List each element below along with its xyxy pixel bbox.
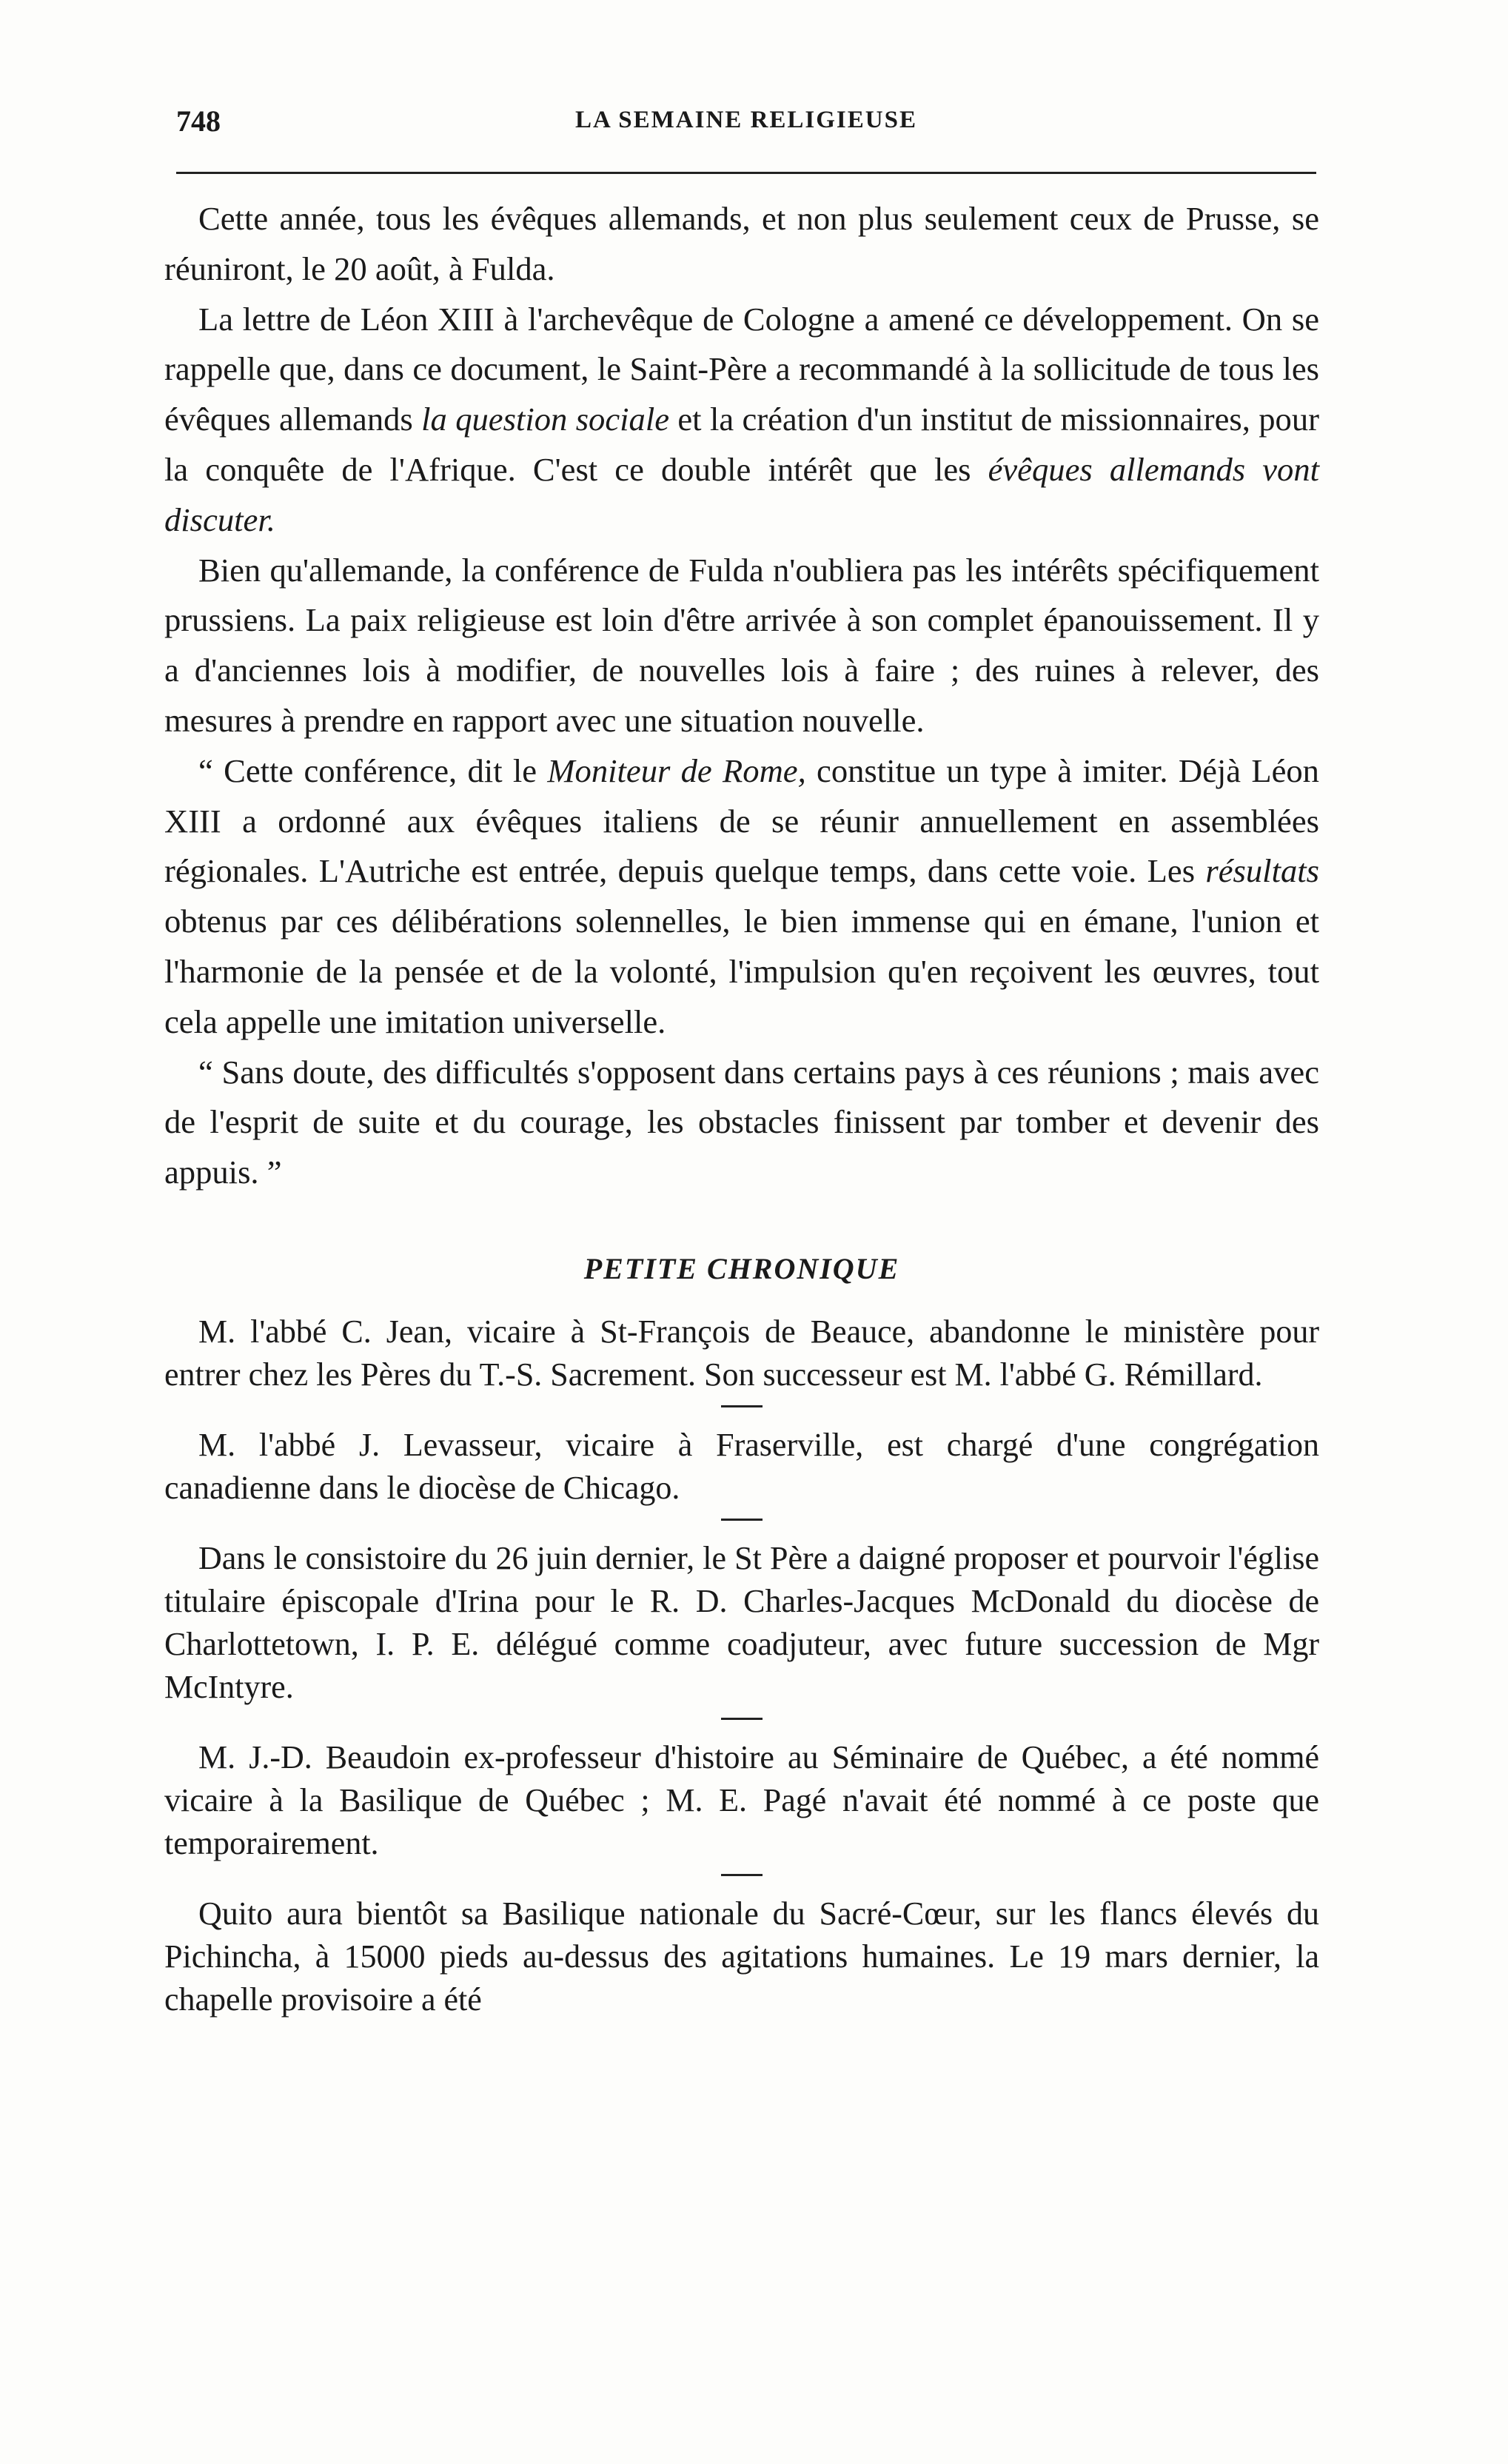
quote-1-end: obtenus par ces délibérations solennelles, le bien immense qui en émane, l'union et l'harmonie de la pensée et de la volonté, l'impulsion qu'en reçoivent les œuvres, tout cela appelle une imitation universelle.	[164, 903, 1319, 1040]
news-item-1: M. l'abbé C. Jean, vicaire à St-François de Beauce, abandonne le ministère pour entrer chez les Pères du T.-S. Sacrement. Son successeur est M. l'abbé G. Rémillard.	[164, 1313, 1319, 1393]
news-item-2: M. l'abbé J. Levasseur, vicaire à Fraserville, est chargé d'une congrégation canadienne dans le diocèse de Chicago.	[164, 1426, 1319, 1506]
separator-dash	[721, 1519, 763, 1521]
page-number: 748	[176, 104, 221, 138]
news-item-5: Quito aura bientôt sa Basilique nationale du Sacré-Cœur, sur les flancs élevés du Pichincha, à 15000 pieds au-dessus des agitations humaines. Le 19 mars dernier, la chapelle provisoire a été	[164, 1895, 1319, 2018]
paragraph-2-start: La lettre de Léon XIII à l'archevêque de Cologne a amené ce développement. On se rappelle que, dans ce document, le Saint-Père a recommandé à la sollicitude de tous les évêques allemands	[164, 300, 1319, 438]
paragraph-3: Bien qu'allemande, la conférence de Fulda n'oubliera pas les intérêts spécifiquement prussiens. La paix religieuse est loin d'être arrivée à son complet épanouissement. Il y a d'anciennes lois à modifier, de nouvelles lois à faire ; des ruines à relever, des mesures à prendre en rapport avec une situation nouvelle.	[164, 551, 1319, 739]
running-head: LA SEMAINE RELIGIEUSE	[575, 107, 917, 133]
paragraph-1: Cette année, tous les évêques allemands, et non plus seulement ceux de Prusse, se réuniront, le 20 août, à Fulda.	[164, 200, 1319, 287]
quote-1	[164, 746, 1319, 1048]
separator-dash	[721, 1718, 763, 1720]
paragraph-2-italic-2: évêques allemands vont discuter.	[164, 450, 1320, 538]
page-header	[176, 104, 1316, 148]
news-item-3: Dans le consistoire du 26 juin dernier, le St Père a daigné proposer et pourvoir l'église titulaire épiscopale d'Irina pour le R. D. Charles-Jacques McDonald du diocèse de Charlottetown, I. P. E. délégué comme coadjuteur, avec future succession de Mgr McIntyre.	[164, 1539, 1319, 1705]
quote-2: “ Sans doute, des difficultés s'opposent dans certains pays à ces réunions ; mais avec de l'esprit de suite et du courage, les obstacles finissent par tomber et devenir des appuis. ”	[164, 1053, 1319, 1191]
section-title: PETITE CHRONIQUE	[583, 1251, 900, 1285]
news-item-4: M. J.-D. Beaudoin ex-professeur d'histoire au Séminaire de Québec, a été nommé vicaire à la Basilique de Québec ; M. E. Pagé n'avait été nommé à ce poste que temporairement.	[164, 1738, 1319, 1861]
article-body	[164, 194, 1319, 2021]
header-rule	[176, 172, 1316, 174]
separator-dash	[721, 1405, 763, 1407]
quote-1-italic: Moniteur de Rome,	[547, 751, 806, 789]
paragraph-2	[164, 295, 1319, 546]
quote-1-mid: constitue un type à imiter. Déjà Léon XIII a ordonné aux évêques italiens de se réunir annuellement en assemblées régionales. L'Autriche est entrée, depuis quelque temps, dans cette voie. Les	[164, 751, 1319, 890]
paragraph-2-mid: et la création d'un institut de missionnaires, pour la conquête de l'Afrique. C'est ce double intérêt que les	[164, 401, 1319, 488]
separator-dash	[721, 1874, 763, 1876]
quote-1-italic-2: résultats	[1205, 852, 1319, 890]
paragraph-2-italic-1: la question sociale	[421, 401, 670, 438]
quote-1-start: “ Cette conférence, dit le	[198, 751, 548, 789]
